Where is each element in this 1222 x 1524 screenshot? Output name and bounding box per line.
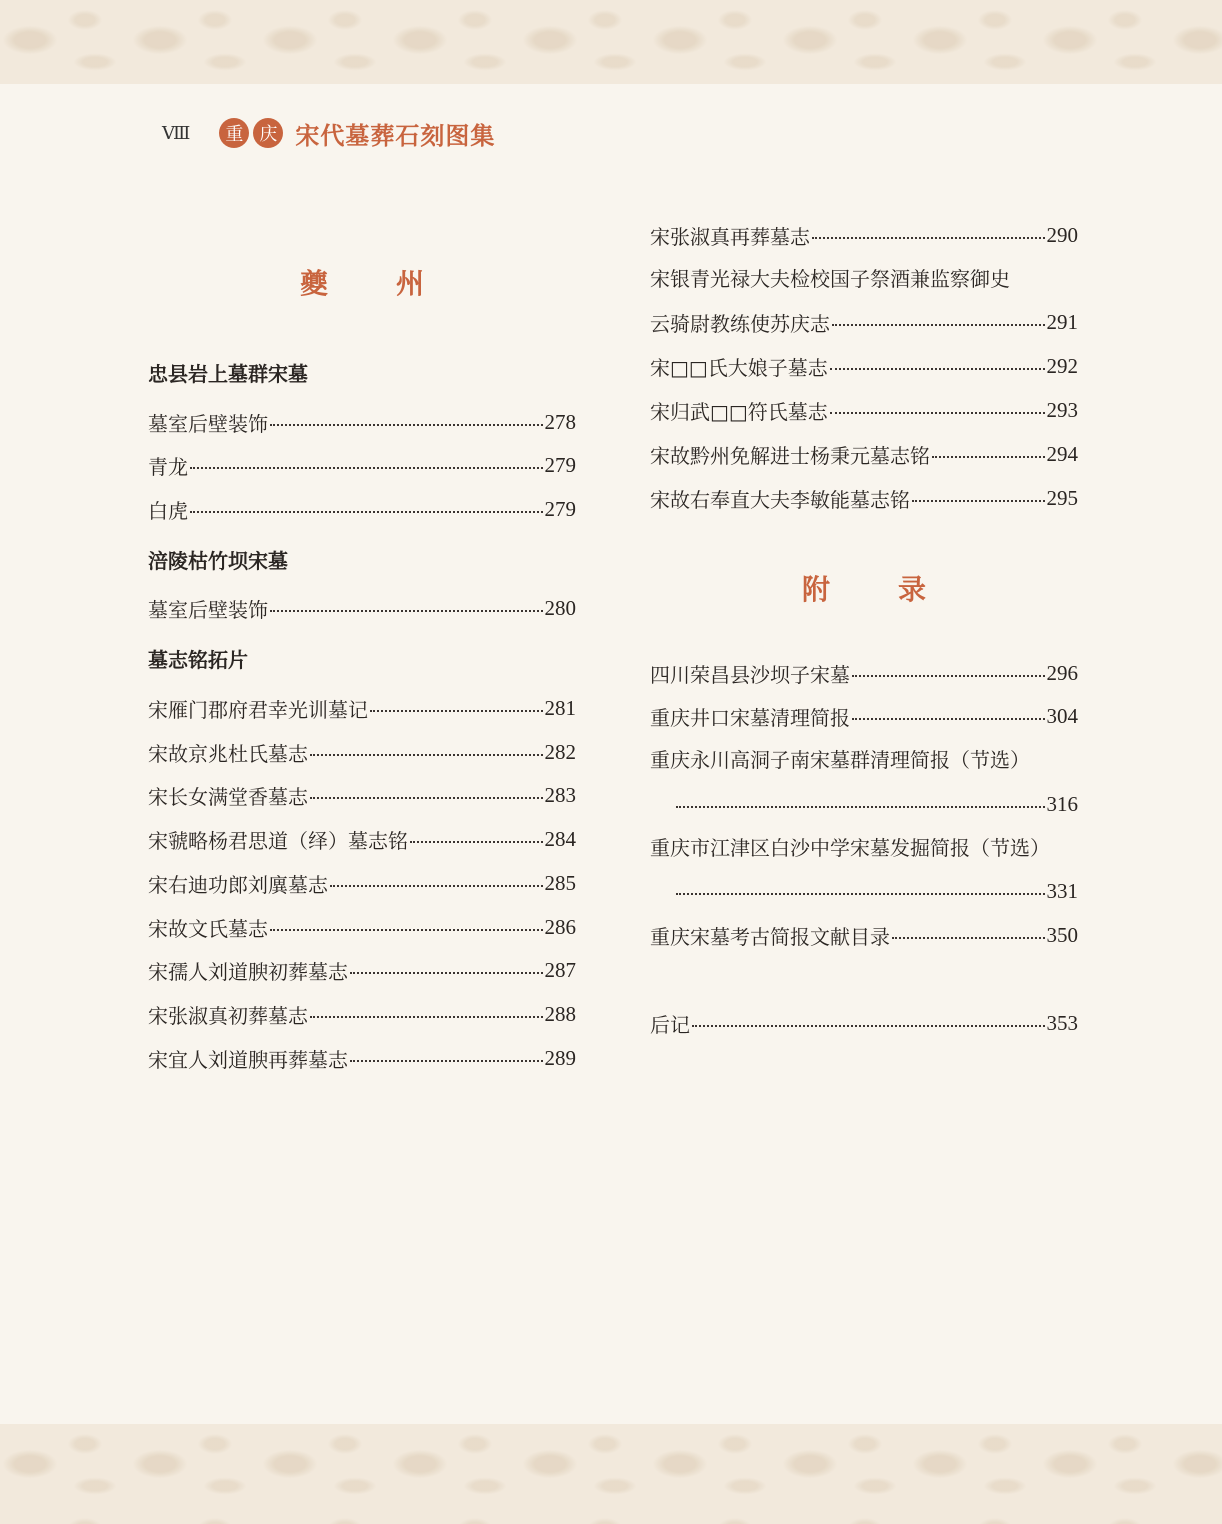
leader-dots	[892, 937, 1045, 939]
toc-entry-title: 宋故京兆杜氏墓志	[148, 741, 308, 766]
section-title-kuizhou: 夔 州	[299, 267, 444, 300]
leader-dots	[932, 456, 1045, 458]
leader-dots	[830, 368, 1045, 370]
toc-entry-title: 重庆井口宋墓清理简报	[650, 705, 850, 730]
toc-entry-page: 279	[544, 452, 576, 477]
toc-entry-page: 284	[544, 826, 576, 851]
toc-entry-title: 宋虢略杨君思道（绎）墓志铭	[148, 828, 408, 853]
toc-entry-title: 重庆宋墓考古简报文献目录	[650, 924, 890, 949]
toc-entry-title: 四川荣昌县沙坝子宋墓	[650, 662, 850, 687]
toc-entry[interactable]	[148, 956, 576, 984]
leader-dots	[270, 929, 543, 931]
group-heading: 涪陵枯竹坝宋墓	[148, 549, 288, 573]
group-heading: 忠县岩上墓群宋墓	[148, 362, 308, 386]
toc-entry-page: 289	[544, 1045, 576, 1070]
toc-entry[interactable]	[650, 659, 1078, 687]
leader-dots	[270, 610, 543, 612]
toc-entry[interactable]	[650, 352, 1078, 380]
seal-char-2: 庆	[253, 118, 283, 148]
toc-entry-page: 287	[544, 957, 576, 982]
toc-entry-page: 282	[544, 739, 576, 764]
toc-entry[interactable]	[650, 877, 1078, 905]
leader-dots	[190, 511, 543, 513]
toc-entry-page: 283	[544, 782, 576, 807]
toc-entry[interactable]	[148, 913, 576, 941]
toc-entry[interactable]	[148, 869, 576, 897]
leader-dots	[812, 237, 1045, 239]
toc-entry-title: 宋雁门郡府君幸光训墓记	[148, 697, 368, 722]
toc-entry[interactable]	[148, 495, 576, 523]
toc-entry-page: 331	[1046, 878, 1078, 903]
toc-entry-title: 墓室后壁装饰	[148, 411, 268, 436]
toc-entry-title: 白虎	[148, 498, 188, 523]
toc-entry[interactable]	[148, 781, 576, 809]
decorative-top-border	[0, 0, 1222, 84]
toc-entry-title: 墓室后壁装饰	[148, 597, 268, 622]
toc-entry[interactable]	[148, 1000, 576, 1028]
toc-entry[interactable]	[148, 825, 576, 853]
toc-entry-page: 288	[544, 1001, 576, 1026]
toc-entry[interactable]	[650, 221, 1078, 249]
book-title: 宋代墓葬石刻图集	[295, 120, 496, 150]
toc-entry-title: 宋故黔州免解进士杨秉元墓志铭	[650, 443, 930, 468]
leader-dots	[190, 467, 543, 469]
toc-entry[interactable]	[148, 694, 576, 722]
page-header	[162, 115, 495, 151]
leader-dots	[676, 893, 1045, 895]
leader-dots	[676, 806, 1045, 808]
toc-entry-title: 宋□□氏大娘子墓志	[650, 355, 828, 380]
leader-dots	[852, 718, 1045, 720]
toc-entry-page: 296	[1046, 660, 1078, 685]
toc-entry[interactable]	[148, 594, 576, 622]
leader-dots	[370, 710, 543, 712]
toc-entry-page: 291	[1046, 309, 1078, 334]
leader-dots	[330, 885, 543, 887]
page-number: Ⅷ	[162, 122, 190, 144]
toc-entry[interactable]	[148, 738, 576, 766]
toc-entry-page: 350	[1046, 922, 1078, 947]
toc-entry-page: 304	[1046, 703, 1078, 728]
toc-entry-page: 278	[544, 409, 576, 434]
toc-entry[interactable]	[650, 396, 1078, 424]
toc-entry-page: 295	[1046, 485, 1078, 510]
section-title-appendix: 附 录	[801, 573, 946, 606]
toc-entry-page: 293	[1046, 397, 1078, 422]
toc-entry-afterword[interactable]	[650, 1009, 1078, 1037]
leader-dots	[310, 754, 543, 756]
leader-dots	[310, 797, 543, 799]
toc-entry-page: 353	[1046, 1010, 1078, 1035]
toc-entry-page: 290	[1046, 222, 1078, 247]
seal-char-1: 重	[219, 118, 249, 148]
toc-entry-title: 宋归武□□符氏墓志	[650, 399, 828, 424]
leader-dots	[912, 500, 1045, 502]
leader-dots	[350, 1060, 543, 1062]
toc-entry-title: 后记	[650, 1012, 690, 1037]
group-heading: 墓志铭拓片	[148, 648, 248, 672]
toc-entry-title: 云骑尉教练使苏庆志	[650, 311, 830, 336]
toc-entry-page: 280	[544, 595, 576, 620]
toc-entry-title: 青龙	[148, 454, 188, 479]
toc-entry-line1[interactable]: 重庆永川高洞子南宋墓群清理简报（节选）	[650, 748, 1030, 772]
leader-dots	[350, 972, 543, 974]
toc-entry-title: 宋故文氏墓志	[148, 916, 268, 941]
toc-entry-title: 宋故右奉直大夫李敏能墓志铭	[650, 487, 910, 512]
leader-dots	[852, 675, 1045, 677]
toc-entry-page: 286	[544, 914, 576, 939]
toc-entry-page: 285	[544, 870, 576, 895]
leader-dots	[830, 412, 1045, 414]
leader-dots	[832, 324, 1045, 326]
toc-entry-page: 281	[544, 695, 576, 720]
toc-entry[interactable]	[650, 921, 1078, 949]
toc-entry-title: 宋右迪功郎刘廙墓志	[148, 872, 328, 897]
toc-entry-line1[interactable]: 重庆市江津区白沙中学宋墓发掘简报（节选）	[650, 836, 1050, 860]
leader-dots	[692, 1025, 1045, 1027]
toc-entry-page: 294	[1046, 441, 1078, 466]
decorative-bottom-border	[0, 1424, 1222, 1524]
toc-entry[interactable]	[650, 702, 1078, 730]
toc-entry-page: 292	[1046, 353, 1078, 378]
toc-entry[interactable]	[650, 484, 1078, 512]
toc-entry-page: 316	[1046, 791, 1078, 816]
toc-entry[interactable]	[650, 790, 1078, 818]
toc-entry[interactable]	[148, 408, 576, 436]
toc-entry-line1[interactable]: 宋银青光禄大夫检校国子祭酒兼监察御史	[650, 267, 1010, 291]
toc-entry[interactable]	[148, 1044, 576, 1072]
leader-dots	[270, 424, 543, 426]
toc-entry[interactable]	[650, 440, 1078, 468]
toc-entry-title: 宋宜人刘道腴再葬墓志	[148, 1047, 348, 1072]
toc-entry[interactable]	[650, 308, 1078, 336]
toc-entry-title: 宋长女满堂香墓志	[148, 784, 308, 809]
toc-entry-title: 宋张淑真再葬墓志	[650, 224, 810, 249]
toc-entry-title: 宋孺人刘道腴初葬墓志	[148, 959, 348, 984]
toc-entry[interactable]	[148, 451, 576, 479]
toc-entry-title: 宋张淑真初葬墓志	[148, 1003, 308, 1028]
leader-dots	[410, 841, 543, 843]
leader-dots	[310, 1016, 543, 1018]
toc-entry-page: 279	[544, 496, 576, 521]
